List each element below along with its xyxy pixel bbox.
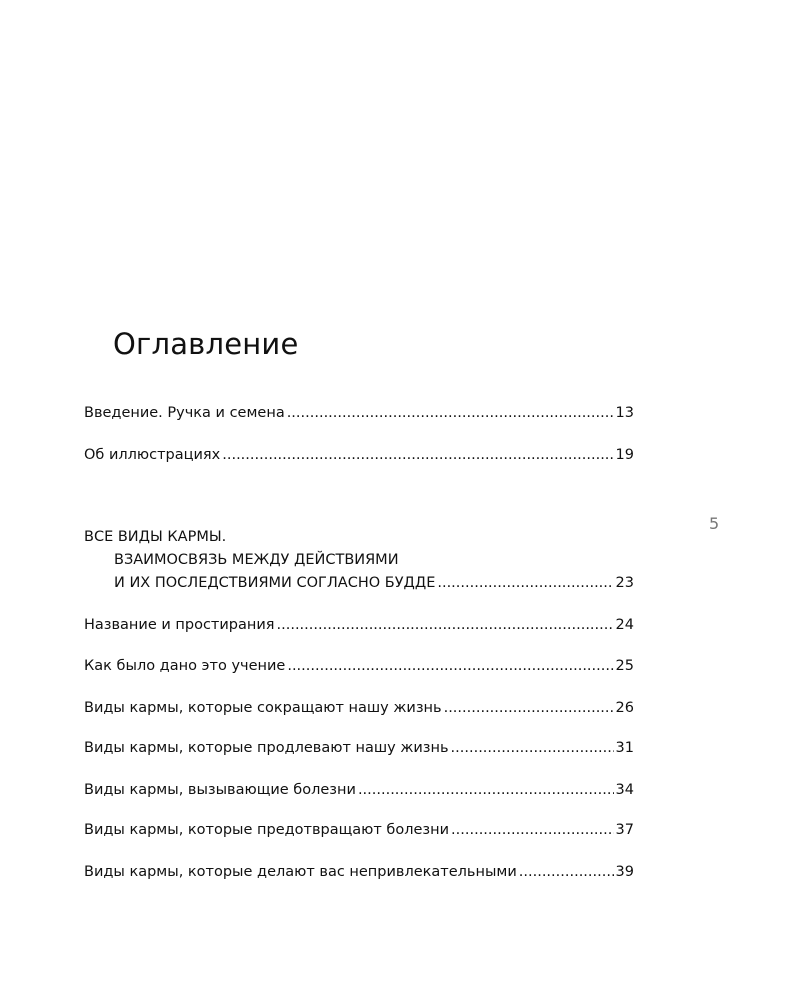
toc-entry-page: 25 [615,658,634,674]
toc-entry-illustrations[interactable] [84,444,634,467]
toc-entry-page: 24 [615,617,634,633]
dot-leader [222,444,613,467]
dot-leader [437,572,613,595]
page-number: 5 [709,514,720,533]
toc-entry-label: Об иллюстрациях [84,447,221,463]
toc-entry-label: Виды кармы, которые сокращают нашу жизнь [84,700,442,716]
toc-entry-introduction[interactable] [84,402,634,425]
toc-entry-page: 34 [615,782,634,798]
toc-entry-label: Как было дано это учение [84,658,286,674]
toc-entry-page: 37 [615,822,634,838]
toc-entry[interactable] [84,737,634,760]
toc-entry-label: Виды кармы, которые продлевают нашу жизнь [84,740,449,756]
toc-entry-label: Введение. Ручка и семена [84,405,285,421]
toc-entry-label: Виды кармы, которые делают вас непривлекательными [84,864,517,880]
toc-section-heading[interactable] [84,526,634,595]
page-title: Оглавление [113,327,299,361]
section-title-line: ВЗАИМОСВЯЗЬ МЕЖДУ ДЕЙСТВИЯМИ [114,552,399,568]
section-title-line: ВСЕ ВИДЫ КАРМЫ. [84,529,227,545]
dot-leader [287,655,613,678]
toc-entry[interactable] [84,655,634,678]
toc-entry-page: 13 [615,405,634,421]
toc-entry[interactable] [84,779,634,802]
dot-leader [358,779,614,802]
toc-entry-page: 19 [615,447,634,463]
toc-entry-page: 23 [615,575,634,591]
dot-leader [451,819,614,842]
toc-entry[interactable] [84,614,634,637]
section-title-line: И ИХ ПОСЛЕДСТВИЯМИ СОГЛАСНО БУДДЕ [114,575,436,591]
toc-entry-label: Виды кармы, которые предотвращают болезни [84,822,450,838]
toc-entry[interactable] [84,819,634,842]
toc-entry[interactable] [84,861,634,884]
dot-leader [444,697,614,720]
toc-entry-page: 26 [615,700,634,716]
dot-leader [277,614,614,637]
toc-entry[interactable] [84,697,634,720]
dot-leader [451,737,614,760]
toc-entry-page: 39 [615,864,634,880]
toc-entry-page: 31 [615,740,634,756]
dot-leader [287,402,614,425]
toc-entry-label: Виды кармы, вызывающие болезни [84,782,356,798]
toc-entry-label: Название и простирания [84,617,275,633]
dot-leader [519,861,614,884]
